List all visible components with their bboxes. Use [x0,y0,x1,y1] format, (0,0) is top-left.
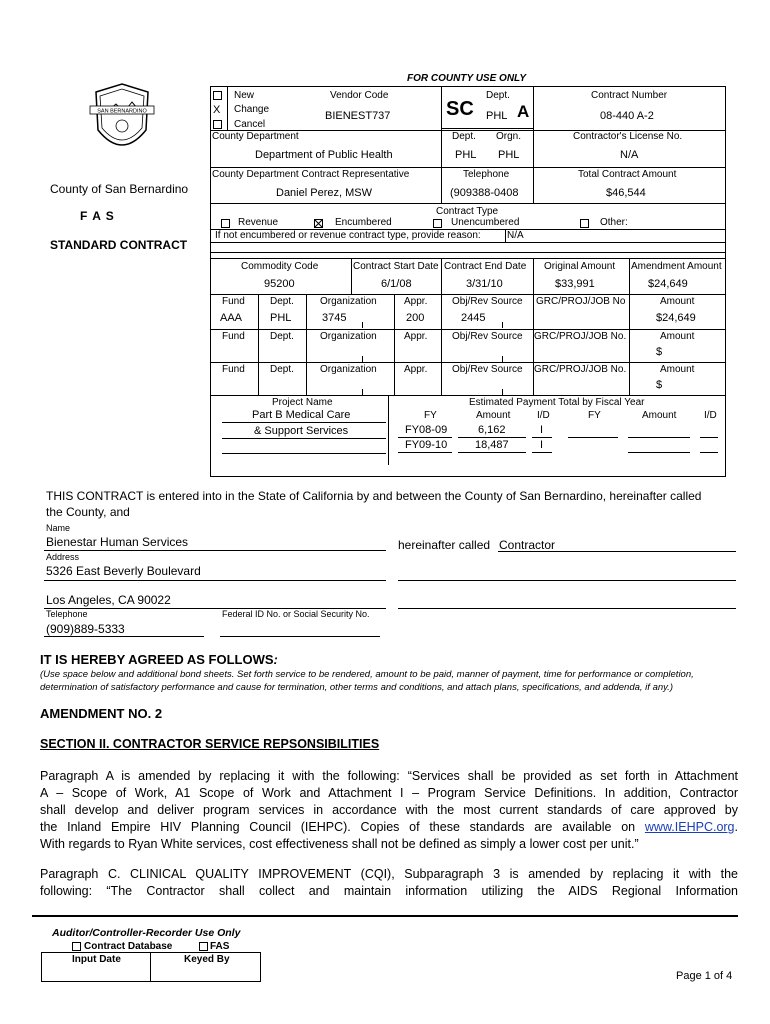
fy3-line [568,437,618,438]
orgn-label: Orgn. [496,131,522,142]
fund1-org-label: Organization [320,296,377,307]
obj-tick2 [502,356,503,362]
fund-div3 [394,294,395,395]
amt4-line [628,452,690,453]
project-line1 [222,422,386,423]
fund1-dept-value: PHL [270,312,292,324]
form-right-border [725,86,726,476]
id1-line [532,437,552,438]
rep-label: County Department Contract Representative [212,169,410,180]
amendment-number: AMENDMENT NO. 2 [40,706,163,721]
start-date-value: 6/1/08 [381,278,412,290]
hereinafter-line [498,551,736,552]
org-tick1 [362,322,363,328]
project-line2 [222,438,386,439]
commodity-code-value: 95200 [264,278,295,290]
fund3-top [210,362,726,363]
address1-line [44,580,386,581]
commodity-code-label: Commodity Code [241,261,319,272]
fund2-fund-label: Fund [222,331,245,342]
fund-div6 [629,294,630,395]
fund1-fund-value: AAA [220,312,243,324]
id-label-2: I/D [704,410,717,421]
name-label: Name [46,523,71,533]
telephone-label: Telephone [463,169,510,180]
other-checkbox[interactable] [580,219,589,228]
paraA-line4-period: . [734,820,738,834]
change-label: Change [234,104,270,115]
total-value: $46,544 [606,187,646,199]
id3-line [700,437,718,438]
fund2-grc-label: GRC/PROJ/JOB No. [534,331,627,342]
project-name-line2: & Support Services [254,425,349,437]
dept2-label: Dept. [452,131,476,142]
row4-top [210,203,726,204]
contractor-name[interactable]: Bienestar Human Services [46,535,189,549]
fund1-amount-value: $24,649 [656,312,696,324]
paraA-line3: shall develop and deliver program services in accordance with the most current standards of care approved by [40,803,738,817]
org-tick2 [362,356,363,362]
license-value: N/A [620,149,639,161]
orgn-value: PHL [498,149,520,161]
new-checkbox[interactable] [213,91,222,100]
fund3-dollar: $ [656,379,663,391]
fy-row1-id: I [540,424,544,436]
project-name-label: Project Name [272,397,333,408]
id4-line [700,452,718,453]
row3-top [210,167,726,168]
auditor-label: Auditor/Controller-Recorder Use Only [52,927,241,939]
address1-right-line [398,580,736,581]
paraA-line4-text: the Inland Empire HIV Planning Council (IEHPC). Copies of these standards are available on [40,820,636,834]
commodity-div2 [441,258,442,294]
agreed-colon: : [273,652,278,667]
form-left-border [210,86,211,476]
address-line2[interactable]: Los Angeles, CA 90022 [46,593,171,607]
revenue-label: Revenue [238,217,279,228]
fy-row1-amount: 6,162 [478,424,506,436]
telephone-value: (909388-0408 [450,187,519,199]
standard-contract-label: STANDARD CONTRACT [50,238,188,252]
paraC-line1: Paragraph C. CLINICAL QUALITY IMPROVEMENT (CQI), Subparagraph 3 is amended by replacing it with the [40,867,738,881]
fy-row2-fy: FY09-10 [405,439,448,451]
row23-div2 [533,130,534,203]
fund1-dept-label: Dept. [270,296,294,307]
fas-checkbox[interactable] [199,942,208,951]
svg-text:SAN BERNARDINO: SAN BERNARDINO [97,108,147,115]
row23-div1 [441,130,442,203]
name-line [44,550,386,551]
paraA-line5: With regards to Ryan White services, cost effectiveness shall not be defined as simply a lower cost per unit.” [40,837,639,851]
original-amount-label: Original Amount [544,261,616,272]
fy2-line [398,452,452,453]
address2-right-line [398,608,736,609]
other-label: Other: [600,217,628,228]
reason-divider [505,230,506,242]
federal-id-label: Federal ID No. or Social Security No. [222,609,370,619]
telephone-label: Telephone [46,609,88,619]
project-name-line1: Part B Medical Care [252,409,351,421]
dept-divider [533,86,534,130]
cancel-checkbox[interactable] [213,120,222,129]
section-heading: SECTION II. CONTRACTOR SERVICE REPSONSIBILITIES [40,737,380,751]
agreed-text: IT IS HEREBY AGREED AS FOLLOWS [40,652,274,667]
fund2-obj-label: Obj/Rev Source [452,331,523,342]
fas-label: F A S [80,209,115,223]
vendor-divider [441,86,442,130]
blank-row-bottom [210,252,726,253]
contract-type-label: Contract Type [436,206,499,217]
amount-label-2: Amount [642,410,677,421]
amendment-letter: A [517,102,530,121]
fy-row2-id: I [540,439,544,451]
county-seal [86,80,158,162]
unencumbered-label: Unencumbered [451,217,520,228]
contract-number-label: Contract Number [591,90,668,101]
encumbered-checkbox[interactable] [314,219,323,228]
original-amount-value: $33,991 [555,278,595,290]
fund3-obj-label: Obj/Rev Source [452,364,523,375]
amt3-line [628,437,690,438]
fund3-appr-label: Appr. [404,364,428,375]
paragraph-a [40,768,738,853]
fund1-top [210,294,726,295]
end-date-label: Contract End Date [444,261,527,272]
project-top [210,395,726,396]
fund1-appr-value: 200 [406,312,425,324]
footer-box-divider [150,952,151,982]
rep-value: Daniel Perez, MSW [276,187,372,199]
fund-div5 [533,294,534,395]
dept-label: Dept. [486,90,510,101]
fund3-grc-label: GRC/PROJ/JOB No. [534,364,627,375]
license-label: Contractor's License No. [573,131,683,142]
fund2-top [210,329,726,330]
fund1-obj-label: Obj/Rev Source [452,296,523,307]
reason-bottom [210,242,726,243]
vendor-code-value: BIENEST737 [325,110,391,122]
id2-line [532,452,552,453]
fund-div1 [258,294,259,395]
fund1-grc-label: GRC/PROJ/JOB No [536,296,626,307]
fy-label-2: FY [588,410,601,421]
sc-code: SC [446,98,474,120]
page-number: Page 1 of 4 [676,970,733,982]
change-checkbox-mark[interactable]: X [213,104,221,116]
instructions-line1: (Use space below and additional bond sheets. Set forth service to be rendered, amount to be paid, manner of payment, time for performance or completion, [40,669,694,680]
county-use-header: FOR COUNTY USE ONLY [407,73,527,84]
footer-rule [32,915,738,917]
total-label: Total Contract Amount [578,169,677,180]
sc-underline [441,128,533,129]
paraC-line2: following: “The Contractor shall collect and maintain information utilizing the AIDS Regional Information [40,884,738,898]
fund2-amount-label: Amount [660,331,695,342]
end-date-value: 3/31/10 [466,278,503,290]
fund-div4 [441,294,442,395]
contractor-telephone[interactable]: (909)889-5333 [46,622,125,636]
fund1-fund-label: Fund [222,296,245,307]
fund2-dollar: $ [656,346,663,358]
contract-database-label: Contract Database [84,941,173,952]
fy-row1-fy: FY08-09 [405,424,448,436]
encumbered-label: Encumbered [335,217,392,228]
amount-label-1: Amount [476,410,511,421]
obj-tick1 [502,322,503,328]
fund3-amount-label: Amount [660,364,695,375]
keyed-by-label: Keyed By [184,954,230,965]
fund1-appr-label: Appr. [404,296,428,307]
agreed-heading [40,652,278,667]
fas-footer-label: FAS [210,941,230,952]
fy-label-1: FY [424,410,437,421]
address-label: Address [46,552,80,562]
form-top-border [210,86,726,87]
federal-id-line [220,636,380,637]
iehpc-link[interactable]: www.IEHPC.org [644,820,735,834]
paragraph-c [40,866,738,900]
fund2-appr-label: Appr. [404,331,428,342]
paraA-line4 [40,819,738,836]
fund1-org-value: 3745 [322,312,347,324]
amt1-line [458,437,526,438]
fund2-org-label: Organization [320,331,377,342]
unencumbered-checkbox[interactable] [433,219,442,228]
amendment-amount-value: $24,649 [648,278,688,290]
fy1-line [398,437,452,438]
fund3-dept-label: Dept. [270,364,294,375]
paraA-line2: A – Scope of Work, A1 Scope of Work and Attachment I – Program Service Definitions. In addition, Contractor [40,786,738,800]
checkbox-divider [227,86,228,130]
intro-line2: the County, and [46,505,130,519]
contract-database-checkbox[interactable] [72,942,81,951]
commodity-div1 [351,258,352,294]
hereinafter-label: hereinafter called [398,538,491,552]
project-line3 [222,453,386,454]
county-name: County of San Bernardino [50,182,189,196]
project-divider [388,395,389,465]
instructions-line2: determination of satisfactory performance and cause for termination, other terms and conditions, and attach plans, specifications, and addenda, if any.) [40,682,673,693]
commodity-top [210,258,726,259]
estimated-label: Estimated Payment Total by Fiscal Year [469,397,645,408]
fund1-obj-value: 2445 [461,312,486,324]
id-label-1: I/D [537,410,550,421]
reason-label: If not encumbered or revenue contract type, provide reason: [215,230,481,241]
county-department-value: Department of Public Health [255,149,393,161]
amt2-line [458,452,526,453]
new-label: New [234,90,255,101]
input-date-label: Input Date [72,954,121,965]
revenue-checkbox[interactable] [221,219,230,228]
dept-value: PHL [486,110,508,122]
fund3-org-label: Organization [320,364,377,375]
paraA-line1: Paragraph A is amended by replacing it with the following: “Services shall be provided as set forth in Attachment [40,769,738,783]
form-bottom-border [210,476,726,477]
hereinafter-value: Contractor [499,538,556,552]
commodity-div4 [629,258,630,294]
vendor-code-label: Vendor Code [330,90,389,101]
fy-row2-amount: 18,487 [475,439,509,451]
cancel-label: Cancel [234,119,266,130]
intro-line1: THIS CONTRACT is entered into in the State of California by and between the County of San Bernardino, hereinafter called [46,489,702,503]
fund-div2 [306,294,307,395]
amendment-amount-label: Amendment Amount [631,261,722,272]
commodity-div3 [533,258,534,294]
address-line1[interactable]: 5326 East Beverly Boulevard [46,564,201,578]
start-date-label: Contract Start Date [353,261,439,272]
reason-value[interactable]: N/A [507,230,524,241]
fund3-fund-label: Fund [222,364,245,375]
dept2-value: PHL [455,149,477,161]
fund2-dept-label: Dept. [270,331,294,342]
telephone-line [44,636,204,637]
contract-number-value: 08-440 A-2 [600,110,654,122]
fund1-amount-label: Amount [660,296,695,307]
county-department-label: County Department [212,131,299,142]
